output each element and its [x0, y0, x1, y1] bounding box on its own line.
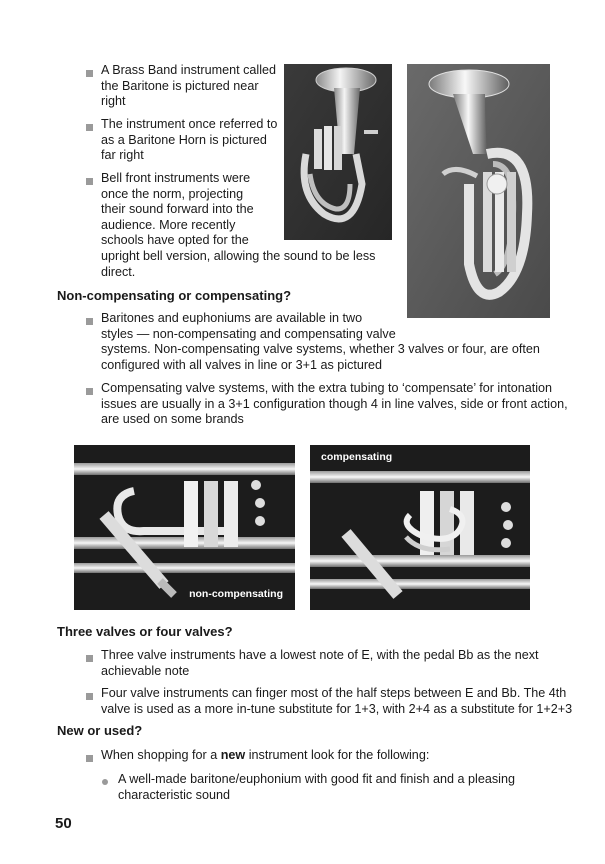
text-line: Baritones and euphoniums are available in two: [101, 311, 363, 325]
compensating-caption: compensating: [321, 451, 393, 463]
sub-bullet-marker: [102, 779, 108, 785]
text-line: A Brass Band instrument called: [101, 63, 277, 77]
text-line: valve is used as a more in-tune substitute for 1+3, with 2+4 as a substitute for 1+2+3: [101, 701, 573, 716]
valves-bullet-1: [101, 648, 539, 679]
emphasis-new: new: [220, 748, 246, 762]
text-line: schools have opted for the: [101, 233, 249, 248]
text-line: direct.: [101, 264, 136, 279]
compensating-bullet-1: [101, 311, 540, 373]
non-compensating-photo: [74, 445, 295, 610]
intro-bullet-1: [101, 63, 276, 110]
bullet-marker: [86, 655, 93, 662]
text-segment: instrument look for the following:: [245, 748, 430, 762]
text-line: Four valve instruments can finger most of the half steps between E and Bb. The 4th: [101, 686, 567, 700]
section-heading-compensating: Non-compensating or compensating?: [57, 288, 292, 303]
text-line: upright bell version, allowing the sound to be less: [101, 248, 376, 263]
text-line: as a Baritone Horn is pictured: [101, 132, 267, 147]
bullet-marker: [86, 178, 93, 185]
text-line: the Baritone is pictured near: [101, 78, 259, 93]
page-number: 50: [55, 815, 72, 832]
bullet-marker: [86, 318, 93, 325]
intro-bullet-2: [101, 117, 277, 164]
bullet-marker: [86, 124, 93, 131]
text-line: right: [101, 94, 126, 109]
section-heading-valves: Three valves or four valves?: [57, 624, 233, 639]
text-line: their sound forward into the: [101, 202, 254, 217]
compensating-bullet-2: [101, 381, 568, 428]
text-line: achievable note: [101, 663, 190, 678]
text-line: issues are usually in a 3+1 configuration though 4 in line valves, side or front action,: [101, 396, 568, 411]
text-line: systems. Non-compensating valve systems, whether 3 valves or four, are often: [101, 342, 540, 357]
text-line: A well-made baritone/euphonium with good fit and finish and a pleasing: [118, 772, 515, 786]
text-line: styles — non-compensating and compensating valve: [101, 326, 396, 341]
baritone-horn-photo: [407, 64, 550, 318]
bullet-marker: [86, 693, 93, 700]
text-line: are used on some brands: [101, 412, 244, 427]
text-line: once the norm, projecting: [101, 186, 244, 201]
text-line: characteristic sound: [118, 787, 230, 802]
valves-bullet-2: [101, 686, 572, 717]
text-line: configured with all valves in line or 3+1 as pictured: [101, 357, 383, 372]
baritone-photo: [284, 64, 392, 240]
bullet-marker: [86, 388, 93, 395]
new-used-bullet-1: [101, 748, 429, 764]
text-segment: When shopping for a: [101, 748, 221, 762]
new-used-sub-bullet-1: [118, 772, 515, 803]
text-line: Three valve instruments have a lowest note of E, with the pedal Bb as the next: [101, 648, 539, 662]
section-heading-new-used: New or used?: [57, 723, 143, 738]
compensating-photo: [310, 445, 530, 610]
text-line: audience. More recently: [101, 217, 236, 232]
bullet-marker: [86, 755, 93, 762]
non-compensating-caption: non-compensating: [189, 588, 283, 600]
text-line: Compensating valve systems, with the extra tubing to ‘compensate’ for intonation: [101, 381, 553, 395]
text-line: The instrument once referred to: [101, 117, 278, 131]
bullet-marker: [86, 70, 93, 77]
text-line: far right: [101, 148, 144, 163]
text-line: Bell front instruments were: [101, 171, 251, 185]
